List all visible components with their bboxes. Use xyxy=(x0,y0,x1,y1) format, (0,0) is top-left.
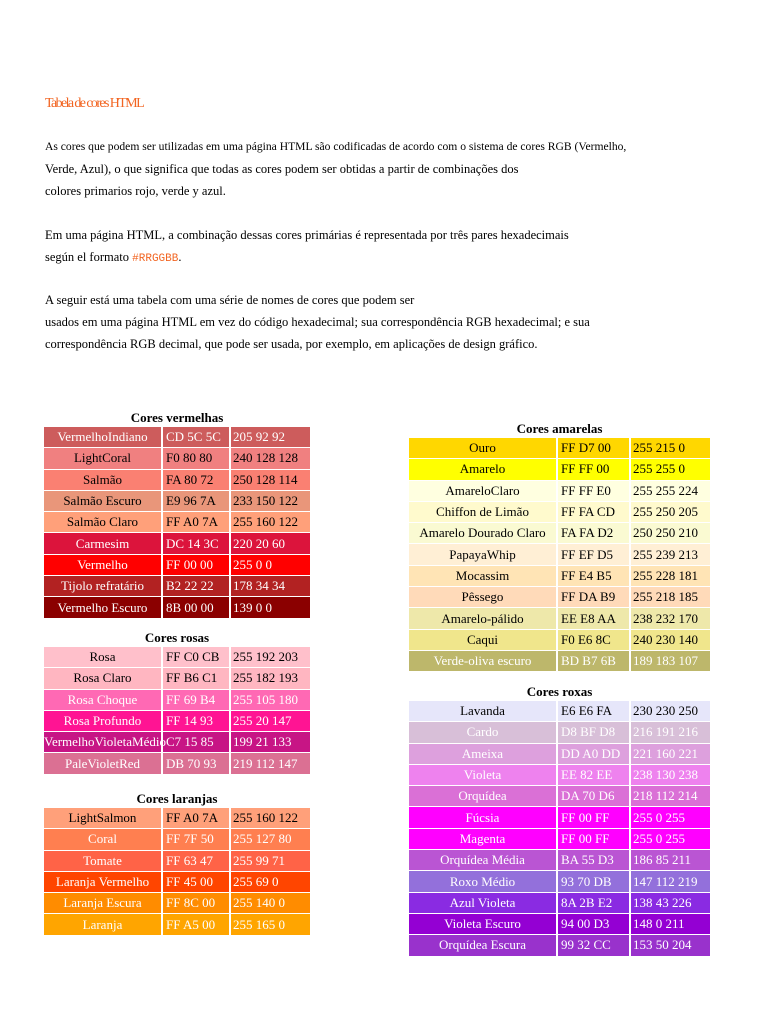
color-row xyxy=(409,786,710,807)
format-prefix: según el formato xyxy=(45,250,133,264)
color-name-cell: VermelhoVioletaMédio xyxy=(44,732,162,753)
color-hex-cell: FF FF 00 xyxy=(557,459,630,480)
color-row xyxy=(44,808,310,829)
color-table xyxy=(409,438,710,672)
color-rgb-cell: 255 250 205 xyxy=(630,501,710,522)
color-row xyxy=(409,913,710,934)
color-rgb-cell: 153 50 204 xyxy=(630,935,710,956)
color-hex-cell: 99 32 CC xyxy=(557,935,630,956)
color-hex-cell: FF A5 00 xyxy=(162,914,230,935)
section-title: Cores amarelas xyxy=(516,421,603,436)
color-rgb-cell: 255 69 0 xyxy=(230,871,310,892)
color-name-cell: Carmesim xyxy=(44,533,162,554)
color-row xyxy=(44,554,310,575)
color-name-cell: Amarelo Dourado Claro xyxy=(409,523,557,544)
color-table xyxy=(44,427,310,619)
color-row xyxy=(409,722,710,743)
color-name-cell: Amarelo-pálido xyxy=(409,608,557,629)
table-intro-line: A seguir está uma tabela com uma série de nomes de cores que podem ser xyxy=(45,293,415,307)
color-hex-cell: FF 63 47 xyxy=(162,850,230,871)
color-hex-cell: CD 5C 5C xyxy=(162,427,230,448)
color-name-cell: Laranja xyxy=(44,914,162,935)
color-name-cell: Orquídea Escura xyxy=(409,935,557,956)
color-row xyxy=(409,764,710,785)
color-hex-cell: C7 15 85 xyxy=(162,732,230,753)
table-intro-line: usados em uma página HTML em vez do código hexadecimal; sua correspondência RGB hexadecimal; e sua xyxy=(45,315,590,329)
color-rgb-cell: 255 239 213 xyxy=(630,544,710,565)
color-row xyxy=(409,701,710,722)
color-rgb-cell: 218 112 214 xyxy=(630,786,710,807)
color-rgb-cell: 255 140 0 xyxy=(230,893,310,914)
color-hex-cell: D8 BF D8 xyxy=(557,722,630,743)
color-hex-cell: DB 70 93 xyxy=(162,753,230,774)
color-row xyxy=(409,565,710,586)
color-hex-cell: FF 45 00 xyxy=(162,871,230,892)
color-row xyxy=(44,753,310,774)
color-name-cell: Ouro xyxy=(409,438,557,459)
color-name-cell: Orquídea xyxy=(409,786,557,807)
color-row xyxy=(44,469,310,490)
color-row xyxy=(409,501,710,522)
color-hex-cell: FF C0 CB xyxy=(162,647,230,668)
color-name-cell: Rosa Profundo xyxy=(44,710,162,731)
color-name-cell: Magenta xyxy=(409,828,557,849)
color-name-cell: Salmão xyxy=(44,469,162,490)
color-row xyxy=(409,587,710,608)
color-name-cell: Tijolo refratário xyxy=(44,576,162,597)
color-hex-cell: FF EF D5 xyxy=(557,544,630,565)
color-name-cell: Verde-oliva escuro xyxy=(409,650,557,671)
color-hex-cell: DA 70 D6 xyxy=(557,786,630,807)
color-rgb-cell: 221 160 221 xyxy=(630,743,710,764)
purple-colors-section xyxy=(409,683,710,957)
color-name-cell: Rosa Claro xyxy=(44,668,162,689)
color-name-cell: Rosa xyxy=(44,647,162,668)
red-colors-section xyxy=(44,409,310,619)
color-name-cell: Roxo Médio xyxy=(409,871,557,892)
color-hex-cell: BD B7 6B xyxy=(557,650,630,671)
color-rgb-cell: 233 150 122 xyxy=(230,490,310,511)
color-rgb-cell: 255 215 0 xyxy=(630,438,710,459)
color-rgb-cell: 255 192 203 xyxy=(230,647,310,668)
section-title: Cores laranjas xyxy=(136,791,218,806)
color-hex-cell: DD A0 DD xyxy=(557,743,630,764)
color-row xyxy=(44,689,310,710)
color-rgb-cell: 255 255 0 xyxy=(630,459,710,480)
color-rgb-cell: 238 130 238 xyxy=(630,764,710,785)
color-hex-cell: FF 00 FF xyxy=(557,807,630,828)
color-row xyxy=(44,732,310,753)
color-rgb-cell: 148 0 211 xyxy=(630,913,710,934)
color-rgb-cell: 240 128 128 xyxy=(230,448,310,469)
color-hex-cell: FF DA B9 xyxy=(557,587,630,608)
color-row xyxy=(44,512,310,533)
format-line xyxy=(45,246,725,270)
color-rgb-cell: 255 160 122 xyxy=(230,808,310,829)
color-rgb-cell: 216 191 216 xyxy=(630,722,710,743)
color-row xyxy=(44,914,310,935)
color-hex-cell: F0 E6 8C xyxy=(557,629,630,650)
color-hex-cell: FF 7F 50 xyxy=(162,829,230,850)
color-hex-cell: E9 96 7A xyxy=(162,490,230,511)
color-name-cell: PaleVioletRed xyxy=(44,753,162,774)
color-hex-cell: FF FA CD xyxy=(557,501,630,522)
color-name-cell: PapayaWhip xyxy=(409,544,557,565)
color-row xyxy=(44,427,310,448)
color-rgb-cell: 255 182 193 xyxy=(230,668,310,689)
color-row xyxy=(409,850,710,871)
color-name-cell: Mocassim xyxy=(409,565,557,586)
color-hex-cell: FF E4 B5 xyxy=(557,565,630,586)
orange-colors-section xyxy=(44,790,310,936)
color-rgb-cell: 250 250 210 xyxy=(630,523,710,544)
color-hex-cell: 93 70 DB xyxy=(557,871,630,892)
color-row xyxy=(44,597,310,618)
color-name-cell: Vermelho xyxy=(44,554,162,575)
color-row xyxy=(409,871,710,892)
color-hex-cell: FF 14 93 xyxy=(162,710,230,731)
color-hex-cell: FF A0 7A xyxy=(162,808,230,829)
color-rgb-cell: 186 85 211 xyxy=(630,850,710,871)
color-hex-cell: FA FA D2 xyxy=(557,523,630,544)
color-name-cell: Rosa Choque xyxy=(44,689,162,710)
color-row xyxy=(44,668,310,689)
color-rgb-cell: 147 112 219 xyxy=(630,871,710,892)
section-title: Cores rosas xyxy=(144,630,210,645)
color-hex-cell: F0 80 80 xyxy=(162,448,230,469)
color-name-cell: Coral xyxy=(44,829,162,850)
color-hex-cell: 94 00 D3 xyxy=(557,913,630,934)
format-line: Em uma página HTML, a combinação dessas cores primárias é representada por três pares hexadecimais xyxy=(45,228,569,242)
color-row xyxy=(409,608,710,629)
table-intro-paragraph xyxy=(45,289,725,355)
color-rgb-cell: 139 0 0 xyxy=(230,597,310,618)
color-hex-cell: FF A0 7A xyxy=(162,512,230,533)
color-row xyxy=(409,650,710,671)
color-rgb-cell: 255 218 185 xyxy=(630,587,710,608)
color-hex-cell: FF 00 00 xyxy=(162,554,230,575)
color-rgb-cell: 220 20 60 xyxy=(230,533,310,554)
color-row xyxy=(44,647,310,668)
page-title: Tabela de cores HTML xyxy=(45,96,144,111)
color-rgb-cell: 238 232 170 xyxy=(630,608,710,629)
color-rgb-cell: 205 92 92 xyxy=(230,427,310,448)
pink-colors-section xyxy=(44,629,310,775)
color-row xyxy=(409,544,710,565)
color-rgb-cell: 255 228 181 xyxy=(630,565,710,586)
color-hex-cell: EE E8 AA xyxy=(557,608,630,629)
color-name-cell: Amarelo xyxy=(409,459,557,480)
color-rgb-cell: 189 183 107 xyxy=(630,650,710,671)
color-rgb-cell: 255 20 147 xyxy=(230,710,310,731)
color-row xyxy=(44,533,310,554)
color-name-cell: Chiffon de Limão xyxy=(409,501,557,522)
color-name-cell: Lavanda xyxy=(409,701,557,722)
color-rgb-cell: 255 165 0 xyxy=(230,914,310,935)
color-name-cell: LightSalmon xyxy=(44,808,162,829)
color-name-cell: Vermelho Escuro xyxy=(44,597,162,618)
color-name-cell: Violeta xyxy=(409,764,557,785)
format-paragraph xyxy=(45,224,725,270)
color-hex-cell: FA 80 72 xyxy=(162,469,230,490)
color-row xyxy=(409,828,710,849)
format-suffix: . xyxy=(178,250,182,264)
color-rgb-cell: 255 99 71 xyxy=(230,850,310,871)
color-row xyxy=(409,480,710,501)
color-rgb-cell: 219 112 147 xyxy=(230,753,310,774)
color-hex-cell: EE 82 EE xyxy=(557,764,630,785)
intro-line: As cores que podem ser utilizadas em uma página HTML são codificadas de acordo com o sistema de cores RGB (Vermelho, xyxy=(45,140,627,153)
color-name-cell: Violeta Escuro xyxy=(409,913,557,934)
color-name-cell: AmareloClaro xyxy=(409,480,557,501)
color-row xyxy=(44,871,310,892)
color-rgb-cell: 255 0 255 xyxy=(630,807,710,828)
color-row xyxy=(44,829,310,850)
color-name-cell: Salmão Escuro xyxy=(44,490,162,511)
color-rgb-cell: 138 43 226 xyxy=(630,892,710,913)
color-row xyxy=(44,850,310,871)
color-rgb-cell: 255 0 0 xyxy=(230,554,310,575)
color-rgb-cell: 255 160 122 xyxy=(230,512,310,533)
format-code: #RRGGBB xyxy=(132,253,179,265)
color-hex-cell: DC 14 3C xyxy=(162,533,230,554)
intro-line: Verde, Azul), o que significa que todas as cores podem ser obtidas a partir de combinações dos xyxy=(45,162,519,176)
color-name-cell: VermelhoIndiano xyxy=(44,427,162,448)
color-rgb-cell: 255 127 80 xyxy=(230,829,310,850)
color-name-cell: Azul Violeta xyxy=(409,892,557,913)
color-rgb-cell: 178 34 34 xyxy=(230,576,310,597)
color-hex-cell: 8B 00 00 xyxy=(162,597,230,618)
color-row xyxy=(44,893,310,914)
color-name-cell: Cardo xyxy=(409,722,557,743)
color-hex-cell: FF 69 B4 xyxy=(162,689,230,710)
table-intro-line: correspondência RGB decimal, que pode ser usada, por exemplo, em aplicações de design gráfico. xyxy=(45,337,538,351)
color-hex-cell: 8A 2B E2 xyxy=(557,892,630,913)
color-row xyxy=(409,807,710,828)
color-rgb-cell: 255 255 224 xyxy=(630,480,710,501)
color-row xyxy=(44,490,310,511)
section-title: Cores vermelhas xyxy=(130,410,224,425)
section-title: Cores roxas xyxy=(526,684,593,699)
color-name-cell: Tomate xyxy=(44,850,162,871)
color-row xyxy=(44,576,310,597)
color-hex-cell: FF B6 C1 xyxy=(162,668,230,689)
color-name-cell: Orquídea Média xyxy=(409,850,557,871)
color-row xyxy=(409,438,710,459)
color-rgb-cell: 255 0 255 xyxy=(630,828,710,849)
color-name-cell: Laranja Escura xyxy=(44,893,162,914)
color-hex-cell: E6 E6 FA xyxy=(557,701,630,722)
color-name-cell: Laranja Vermelho xyxy=(44,871,162,892)
color-name-cell: LightCoral xyxy=(44,448,162,469)
color-name-cell: Caqui xyxy=(409,629,557,650)
color-table xyxy=(44,808,310,936)
color-hex-cell: BA 55 D3 xyxy=(557,850,630,871)
color-name-cell: Fúcsia xyxy=(409,807,557,828)
color-rgb-cell: 199 21 133 xyxy=(230,732,310,753)
color-rgb-cell: 250 128 114 xyxy=(230,469,310,490)
color-hex-cell: FF 00 FF xyxy=(557,828,630,849)
color-row xyxy=(44,710,310,731)
yellow-colors-section xyxy=(409,420,710,672)
color-row xyxy=(409,523,710,544)
color-name-cell: Ameixa xyxy=(409,743,557,764)
color-row xyxy=(409,935,710,956)
intro-line: colores primarios rojo, verde y azul. xyxy=(45,184,226,198)
color-table xyxy=(409,701,710,957)
color-row xyxy=(409,459,710,480)
color-name-cell: Pêssego xyxy=(409,587,557,608)
color-hex-cell: FF FF E0 xyxy=(557,480,630,501)
color-table xyxy=(44,647,310,775)
color-row xyxy=(44,448,310,469)
color-row xyxy=(409,892,710,913)
color-hex-cell: FF D7 00 xyxy=(557,438,630,459)
color-row xyxy=(409,629,710,650)
color-rgb-cell: 240 230 140 xyxy=(630,629,710,650)
color-hex-cell: B2 22 22 xyxy=(162,576,230,597)
color-name-cell: Salmão Claro xyxy=(44,512,162,533)
intro-paragraph xyxy=(45,136,725,202)
color-hex-cell: FF 8C 00 xyxy=(162,893,230,914)
color-rgb-cell: 230 230 250 xyxy=(630,701,710,722)
color-rgb-cell: 255 105 180 xyxy=(230,689,310,710)
color-row xyxy=(409,743,710,764)
